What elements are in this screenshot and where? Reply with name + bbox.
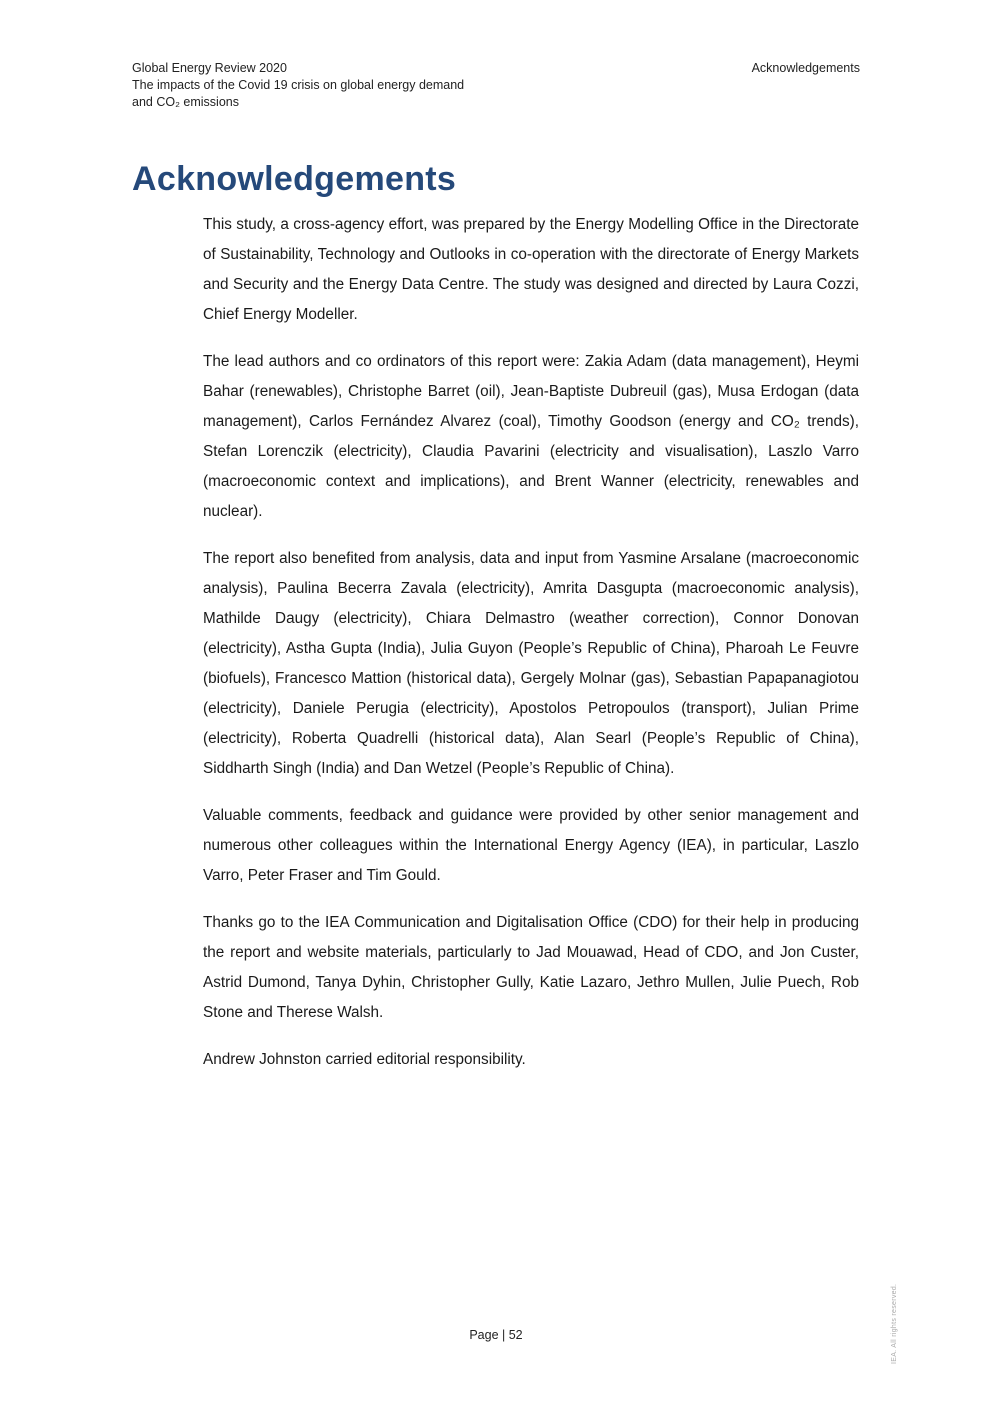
report-title: Global Energy Review 2020 [132,61,287,75]
paragraph-reviewers: Valuable comments, feedback and guidance were provided by other senior management and numerous other colleagues within the International Energy Agency (IEA), in particular, Laszlo Varro, Peter Fraser and Tim Gould. [203,807,859,884]
page-number: Page | 52 [469,1328,523,1342]
report-subtitle-line-1: The impacts of the Covid 19 crisis on global energy demand [132,78,465,92]
running-header-section: Acknowledgements [751,61,860,75]
running-header-left [132,60,552,111]
paragraph-editor: Andrew Johnston carried editorial responsibility. [203,1051,526,1068]
paragraph-communications: Thanks go to the IEA Communication and Digitalisation Office (CDO) for their help in producing the report and website materials, particularly to Jad Mouawad, Head of CDO, and Jon Custer, Astrid Dumond, Tanya Dyhin, Christopher Gully, Katie Lazaro, Jethro Mullen, Julie Puech, Rob Stone and Therese Walsh. [203,914,859,1021]
paragraph-study-overview: This study, a cross-agency effort, was prepared by the Energy Modelling Office in the Directorate of Sustainability, Technology and Outlooks in co-operation with the directorate of Energy Markets and Security and the Energy Data Centre. The study was designed and directed by Laura Cozzi, Chief Energy Modeller. [203,216,859,323]
paragraph-lead-authors: The lead authors and co ordinators of this report were: Zakia Adam (data management), Heymi Bahar (renewables), Christophe Barret (oil), Jean-Baptiste Dubreuil (gas), Musa Erdogan (data management), Carlos Fernández Alvarez (coal), Timothy Goodson (energy and CO₂ trends), Stefan Lorenczik (electricity), Claudia Pavarini (electricity and visualisation), Laszlo Varro (macroeconomic context and implications), and Brent Wanner (electricity, renewables and nuclear). [203,353,859,520]
copyright-notice: IEA. All rights reserved. [891,1283,898,1364]
paragraph-contributors: The report also benefited from analysis, data and input from Yasmine Arsalane (macroeconomic analysis), Paulina Becerra Zavala (electricity), Amrita Dasgupta (macroeconomic analysis), Mathilde Daugy (electricity), Chiara Delmastro (weather correction), Connor Donovan (electricity), Astha Gupta (India), Julia Guyon (People’s Republic of China), Pharoah Le Feuvre (biofuels), Francesco Mattion (historical data), Gergely Molnar (gas), Sebastian Papapanagiotou (electricity), Daniele Perugia (electricity), Apostolos Petropoulos (transport), Julian Prime (electricity), Roberta Quadrelli (historical data), Alan Searl (People’s Republic of China), Siddharth Singh (India) and Dan Wetzel (People’s Republic of China). [203,550,859,777]
acknowledgements-body [203,210,859,1092]
report-subtitle-line-2: and CO₂ emissions [132,95,239,109]
page-title: Acknowledgements [132,160,457,198]
